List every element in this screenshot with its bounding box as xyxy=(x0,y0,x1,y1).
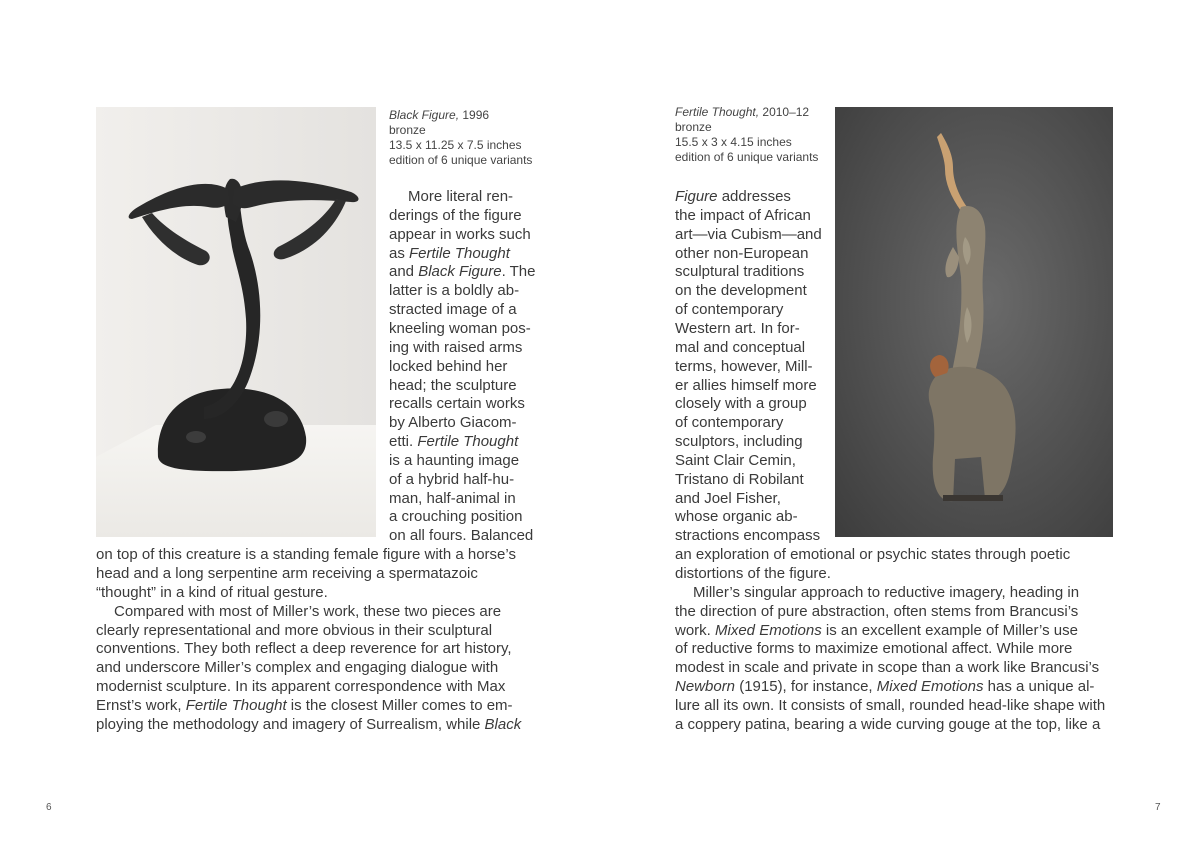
text-span: (1915), for instance, xyxy=(735,678,877,696)
text-line xyxy=(96,639,512,658)
text-span: and xyxy=(389,263,419,281)
text-span: locked behind her xyxy=(389,357,508,375)
text-span: recalls certain works xyxy=(389,395,525,413)
text-span: and Joel Fisher, xyxy=(675,489,781,507)
text-span: of a hybrid half-hu- xyxy=(389,470,515,488)
text-span: More literal ren- xyxy=(408,188,514,205)
italic-title: Mixed Emotions xyxy=(876,678,984,696)
text-line xyxy=(675,621,1078,640)
text-line xyxy=(675,413,783,432)
italic-title: Black Figure xyxy=(418,263,502,281)
text-span: head and a long serpentine arm receiving a spermatazoic xyxy=(96,565,478,582)
text-line xyxy=(389,432,518,451)
text-line xyxy=(389,357,507,376)
text-span: is a haunting image xyxy=(389,451,520,469)
text-span: terms, however, Mill- xyxy=(675,357,813,375)
italic-title: Fertile Thought xyxy=(409,244,510,262)
text-line xyxy=(389,526,533,545)
text-span: ing with raised arms xyxy=(389,338,523,356)
caption-edition: edition of 6 unique variants xyxy=(389,153,533,167)
text-span: derings of the figure xyxy=(389,206,522,224)
caption-title: Fertile Thought, xyxy=(675,105,760,119)
caption-title-line xyxy=(389,108,532,123)
text-span: on the development xyxy=(675,282,807,300)
text-line xyxy=(96,545,516,564)
text-span: Tristano di Robilant xyxy=(675,470,804,488)
text-span: etti. xyxy=(389,433,418,451)
page-number-left: 6 xyxy=(46,802,52,813)
text-line xyxy=(114,602,501,621)
text-line xyxy=(408,187,513,206)
text-span: the impact of African xyxy=(675,206,811,224)
text-span: art—via Cubism—and xyxy=(675,225,822,243)
text-line xyxy=(96,696,513,715)
italic-title: Fertile Thought xyxy=(417,433,519,451)
text-line xyxy=(675,715,1100,734)
text-span: Miller’s singular approach to reductive imagery, heading in xyxy=(693,583,1080,601)
text-line xyxy=(389,281,519,300)
caption-year: 2010–12 xyxy=(762,105,810,119)
text-span: clearly representational and more obvious in their sculptural xyxy=(96,621,493,639)
text-span: sculptural traditions xyxy=(675,263,805,281)
text-line xyxy=(675,639,1072,658)
text-span: by Alberto Giacom- xyxy=(389,414,517,432)
black-figure-caption xyxy=(389,108,532,168)
text-span: “thought” in a kind of ritual gesture. xyxy=(96,583,328,601)
text-line xyxy=(675,338,805,357)
text-line xyxy=(675,432,803,451)
caption-edition: edition of 6 unique variants xyxy=(675,150,819,164)
caption-dimensions: 13.5 x 11.25 x 7.5 inches xyxy=(389,138,522,152)
text-line xyxy=(675,564,831,583)
text-line xyxy=(675,300,783,319)
text-line xyxy=(389,300,517,319)
text-span: whose organic ab- xyxy=(675,508,798,526)
text-line xyxy=(389,451,519,470)
text-span: Saint Clair Cemin, xyxy=(675,451,796,469)
text-line xyxy=(96,583,328,602)
text-span: modest in scale and private in scope than a work like Brancusi’s xyxy=(675,659,1100,677)
text-span: ploying the methodology and imagery of Surrealism, while xyxy=(96,715,485,733)
text-line xyxy=(389,206,522,225)
text-span: Ernst’s work, xyxy=(96,696,186,714)
text-line xyxy=(96,658,498,677)
italic-title: Mixed Emotions xyxy=(715,621,822,639)
page-number-right: 7 xyxy=(1155,802,1161,813)
text-span: other non-European xyxy=(675,244,809,262)
text-line xyxy=(675,376,817,395)
text-span: . The xyxy=(501,263,536,281)
text-span: appear in works such xyxy=(389,225,531,243)
fertile-thought-caption xyxy=(675,105,818,165)
italic-title: Fertile Thought xyxy=(185,696,287,714)
text-line xyxy=(675,696,1105,715)
text-line xyxy=(389,489,516,508)
caption-dimensions: 15.5 x 3 x 4.15 inches xyxy=(675,135,792,149)
text-span: er allies himself more xyxy=(675,376,817,394)
text-span: is the closest Miller comes to em- xyxy=(286,696,513,714)
text-span: on top of this creature is a standing female figure with a horse’s xyxy=(96,546,516,564)
text-span: a crouching position xyxy=(389,508,523,526)
text-line xyxy=(96,715,521,734)
text-span: is an excellent example of Miller’s use xyxy=(821,621,1078,639)
text-line xyxy=(675,602,1078,621)
text-span: a coppery patina, bearing a wide curving gouge at the top, like a xyxy=(675,715,1101,733)
text-line xyxy=(389,225,531,244)
text-span: conventions. They both reflect a deep reverence for art history, xyxy=(96,640,512,658)
text-line xyxy=(675,319,800,338)
caption-medium: bronze xyxy=(389,123,426,137)
text-line xyxy=(96,677,505,696)
text-line xyxy=(96,564,478,583)
text-span: of contemporary xyxy=(675,414,784,432)
text-line xyxy=(389,394,525,413)
text-line xyxy=(675,244,808,263)
italic-title: Newborn xyxy=(675,678,736,696)
text-line xyxy=(675,526,820,545)
text-line xyxy=(675,545,1070,564)
text-line xyxy=(675,225,822,244)
text-line xyxy=(675,658,1099,677)
text-line xyxy=(675,489,781,508)
fertile-thought-photo xyxy=(835,107,1113,537)
text-span: sculptors, including xyxy=(675,433,803,451)
text-line xyxy=(675,281,807,300)
text-span: addresses xyxy=(717,188,791,205)
text-span: stracted image of a xyxy=(389,301,517,319)
text-span: of contemporary xyxy=(675,301,784,319)
black-figure-photo xyxy=(96,107,376,537)
caption-title: Black Figure, xyxy=(389,108,460,122)
text-line xyxy=(675,187,791,206)
text-span: closely with a group xyxy=(675,395,807,413)
text-span: lure all its own. It consists of small, rounded head-like shape with xyxy=(675,696,1106,714)
text-line xyxy=(389,319,531,338)
text-span: mal and conceptual xyxy=(675,338,806,356)
text-line xyxy=(675,677,1094,696)
text-line xyxy=(675,206,811,225)
text-line xyxy=(675,394,807,413)
italic-title: Figure xyxy=(675,188,718,205)
text-span: latter is a boldly ab- xyxy=(389,282,520,300)
text-span: modernist sculpture. In its apparent correspondence with Max xyxy=(96,678,506,696)
text-line xyxy=(675,357,813,376)
text-span: head; the sculpture xyxy=(389,376,517,394)
text-span: on all fours. Balanced xyxy=(389,527,534,545)
caption-medium: bronze xyxy=(675,120,712,134)
text-span: an exploration of emotional or psychic states through poetic xyxy=(675,546,1071,564)
text-line xyxy=(693,583,1079,602)
text-line xyxy=(675,470,804,489)
italic-title: Black xyxy=(484,715,522,733)
text-span: stractions encompass xyxy=(675,527,821,545)
text-span: and underscore Miller’s complex and engaging dialogue with xyxy=(96,659,499,677)
text-span: as xyxy=(389,244,410,262)
caption-year: 1996 xyxy=(462,108,490,122)
text-span: has a unique al- xyxy=(983,678,1095,696)
text-span: distortions of the figure. xyxy=(675,565,831,582)
text-span: the direction of pure abstraction, often stems from Brancusi’s xyxy=(675,602,1079,620)
text-line xyxy=(389,244,510,263)
text-line xyxy=(389,376,517,395)
caption-title-line xyxy=(675,105,818,120)
text-span: Compared with most of Miller’s work, these two pieces are xyxy=(114,602,502,620)
text-line xyxy=(389,338,522,357)
text-span: work. xyxy=(675,621,716,639)
text-span: Western art. In for- xyxy=(675,319,800,337)
text-line xyxy=(96,621,492,640)
text-span: kneeling woman pos- xyxy=(389,319,531,337)
text-line xyxy=(389,470,514,489)
text-line xyxy=(675,507,798,526)
text-line xyxy=(675,262,804,281)
text-line xyxy=(389,507,522,526)
text-line xyxy=(675,451,796,470)
text-line xyxy=(389,262,536,281)
text-line xyxy=(389,413,517,432)
text-span: of reductive forms to maximize emotional affect. While more xyxy=(675,640,1073,658)
text-span: man, half-animal in xyxy=(389,489,516,507)
